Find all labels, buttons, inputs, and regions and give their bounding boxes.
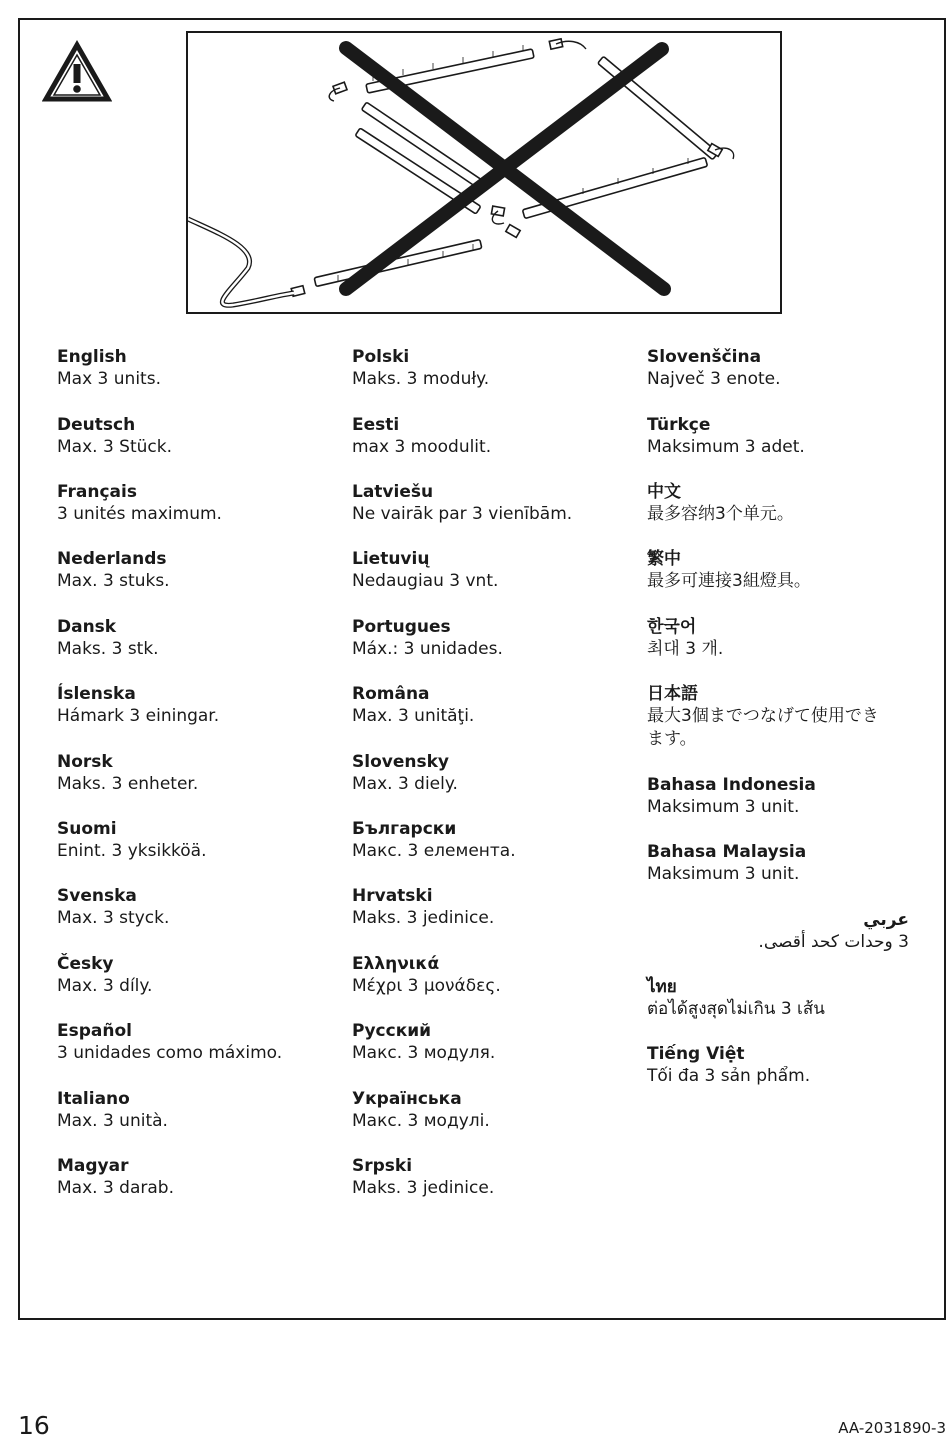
language-name: Srpski: [352, 1156, 413, 1176]
language-entry: [352, 616, 632, 661]
document-code: AA-2031890-3: [838, 1419, 946, 1437]
language-name: Portugues: [352, 617, 451, 637]
language-entry: [57, 1020, 337, 1065]
language-name: Suomi: [57, 819, 117, 839]
instruction-text: Max. 3 unităţi.: [352, 706, 475, 726]
language-entry: [57, 414, 337, 459]
language-entry: [647, 548, 927, 593]
language-name: 繁中: [647, 549, 681, 569]
language-entry: [647, 774, 927, 819]
instruction-text: Max 3 units.: [57, 369, 161, 389]
language-entry: [352, 818, 632, 863]
language-name: 한국어: [647, 617, 697, 637]
language-entry: [352, 346, 632, 391]
warning-triangle-icon: [42, 40, 112, 104]
instruction-text: Max. 3 darab.: [57, 1178, 174, 1198]
instruction-text: 3 unidades como máximo.: [57, 1043, 283, 1063]
instruction-text: Max. 3 díly.: [57, 976, 153, 996]
language-entry: [647, 841, 927, 886]
language-entry: [647, 909, 909, 954]
language-entry: [57, 1088, 337, 1133]
instruction-text: max 3 moodulit.: [352, 437, 492, 457]
instruction-text: Maks. 3 jedinice.: [352, 908, 495, 928]
language-entry: [57, 616, 337, 661]
language-name: Dansk: [57, 617, 117, 637]
language-name: Bahasa Indonesia: [647, 775, 816, 795]
language-entry: [352, 683, 632, 728]
instruction-text: Max. 3 Stück.: [57, 437, 172, 457]
language-name: عربي: [863, 910, 909, 930]
language-name: Tiếng Việt: [647, 1044, 745, 1064]
language-name: English: [57, 347, 127, 367]
language-entry: [57, 683, 337, 728]
instruction-text: Макс. 3 модулі.: [352, 1111, 490, 1131]
language-entry: [647, 414, 927, 459]
page-number: 16: [18, 1411, 50, 1440]
instruction-text: 3 unités maximum.: [57, 504, 222, 524]
instruction-text: Μέχρι 3 μονάδες.: [352, 976, 501, 996]
language-name: Български: [352, 819, 457, 839]
language-name: Русский: [352, 1021, 432, 1041]
language-entry: [352, 481, 632, 526]
language-name: 日本語: [647, 684, 698, 704]
language-name: 中文: [647, 482, 681, 502]
instruction-text: Maks. 3 jedinice.: [352, 1178, 495, 1198]
instruction-text: Máx.: 3 unidades.: [352, 639, 503, 659]
instruction-text: Max. 3 styck.: [57, 908, 170, 928]
language-entry: [57, 481, 337, 526]
instruction-text: 最多容纳3个单元。: [647, 504, 794, 524]
language-entry: [57, 751, 337, 796]
instruction-text: Ne vairāk par 3 vienībām.: [352, 504, 573, 524]
language-name: Українська: [352, 1089, 462, 1109]
language-name: Français: [57, 482, 137, 502]
instruction-text: Največ 3 enote.: [647, 369, 781, 389]
language-name: Česky: [57, 954, 114, 974]
language-entry: [57, 953, 337, 998]
language-name: Türkçe: [647, 415, 711, 435]
language-name: Ελληνικά: [352, 954, 440, 974]
language-entry: [352, 885, 632, 930]
language-name: Româna: [352, 684, 430, 704]
language-name: Bahasa Malaysia: [647, 842, 807, 862]
language-name: Slovensky: [352, 752, 449, 772]
instruction-text: Max. 3 stuks.: [57, 571, 170, 591]
language-name: Eesti: [352, 415, 400, 435]
language-name: Latviešu: [352, 482, 434, 502]
instruction-text: Enint. 3 yksikköä.: [57, 841, 207, 861]
instruction-text: Макс. 3 модуля.: [352, 1043, 496, 1063]
instruction-text: Maks. 3 stk.: [57, 639, 159, 659]
instruction-text: Maksimum 3 unit.: [647, 797, 800, 817]
language-entry: [647, 1043, 927, 1088]
language-entry: [647, 976, 927, 1021]
instruction-text: 最多可連接3組燈具。: [647, 571, 811, 591]
instruction-text: Maks. 3 enheter.: [57, 774, 199, 794]
instruction-text: Maksimum 3 adet.: [647, 437, 805, 457]
language-entry: [57, 548, 337, 593]
language-entry: [647, 346, 927, 391]
language-name: Deutsch: [57, 415, 136, 435]
language-entry: [647, 616, 927, 661]
instruction-text: Макс. 3 елемента.: [352, 841, 516, 861]
language-entry: [352, 751, 632, 796]
language-name: ไทย: [647, 977, 677, 997]
language-entry: [352, 953, 632, 998]
language-entry: [352, 414, 632, 459]
instruction-text: Hámark 3 einingar.: [57, 706, 220, 726]
language-name: Svenska: [57, 886, 137, 906]
instruction-text: ต่อได้สูงสุดไม่เกิน 3 เส้น: [647, 999, 825, 1019]
language-entry: [647, 683, 887, 751]
language-name: Lietuvių: [352, 549, 430, 569]
language-entry: [57, 1155, 337, 1200]
instruction-text: Maks. 3 moduły.: [352, 369, 490, 389]
language-name: Español: [57, 1021, 132, 1041]
led-strips-crossed-out-illustration: [186, 31, 782, 314]
language-name: Íslenska: [57, 684, 136, 704]
language-entry: [352, 1088, 632, 1133]
instruction-text: 최대 3 개.: [647, 639, 724, 659]
instruction-text: Max. 3 unità.: [57, 1111, 168, 1131]
instruction-text: Max. 3 diely.: [352, 774, 458, 794]
language-entry: [352, 1020, 632, 1065]
language-name: Italiano: [57, 1089, 130, 1109]
language-entry: [352, 1155, 632, 1200]
instruction-text: Tối đa 3 sản phẩm.: [647, 1066, 811, 1086]
instruction-text: 最大3個までつなげて使用できます。: [647, 706, 879, 749]
language-name: Nederlands: [57, 549, 167, 569]
language-name: Norsk: [57, 752, 113, 772]
instruction-text: Maksimum 3 unit.: [647, 864, 800, 884]
language-name: Hrvatski: [352, 886, 433, 906]
instruction-text: Nedaugiau 3 vnt.: [352, 571, 499, 591]
language-name: Magyar: [57, 1156, 129, 1176]
language-entry: [57, 885, 337, 930]
language-name: Polski: [352, 347, 410, 367]
language-entry: [57, 818, 337, 863]
language-name: Slovenščina: [647, 347, 762, 367]
language-entry: [57, 346, 337, 391]
language-entry: [647, 481, 927, 526]
instruction-text: 3 وحدات كحد أقصى.: [758, 932, 909, 952]
language-entry: [352, 548, 632, 593]
